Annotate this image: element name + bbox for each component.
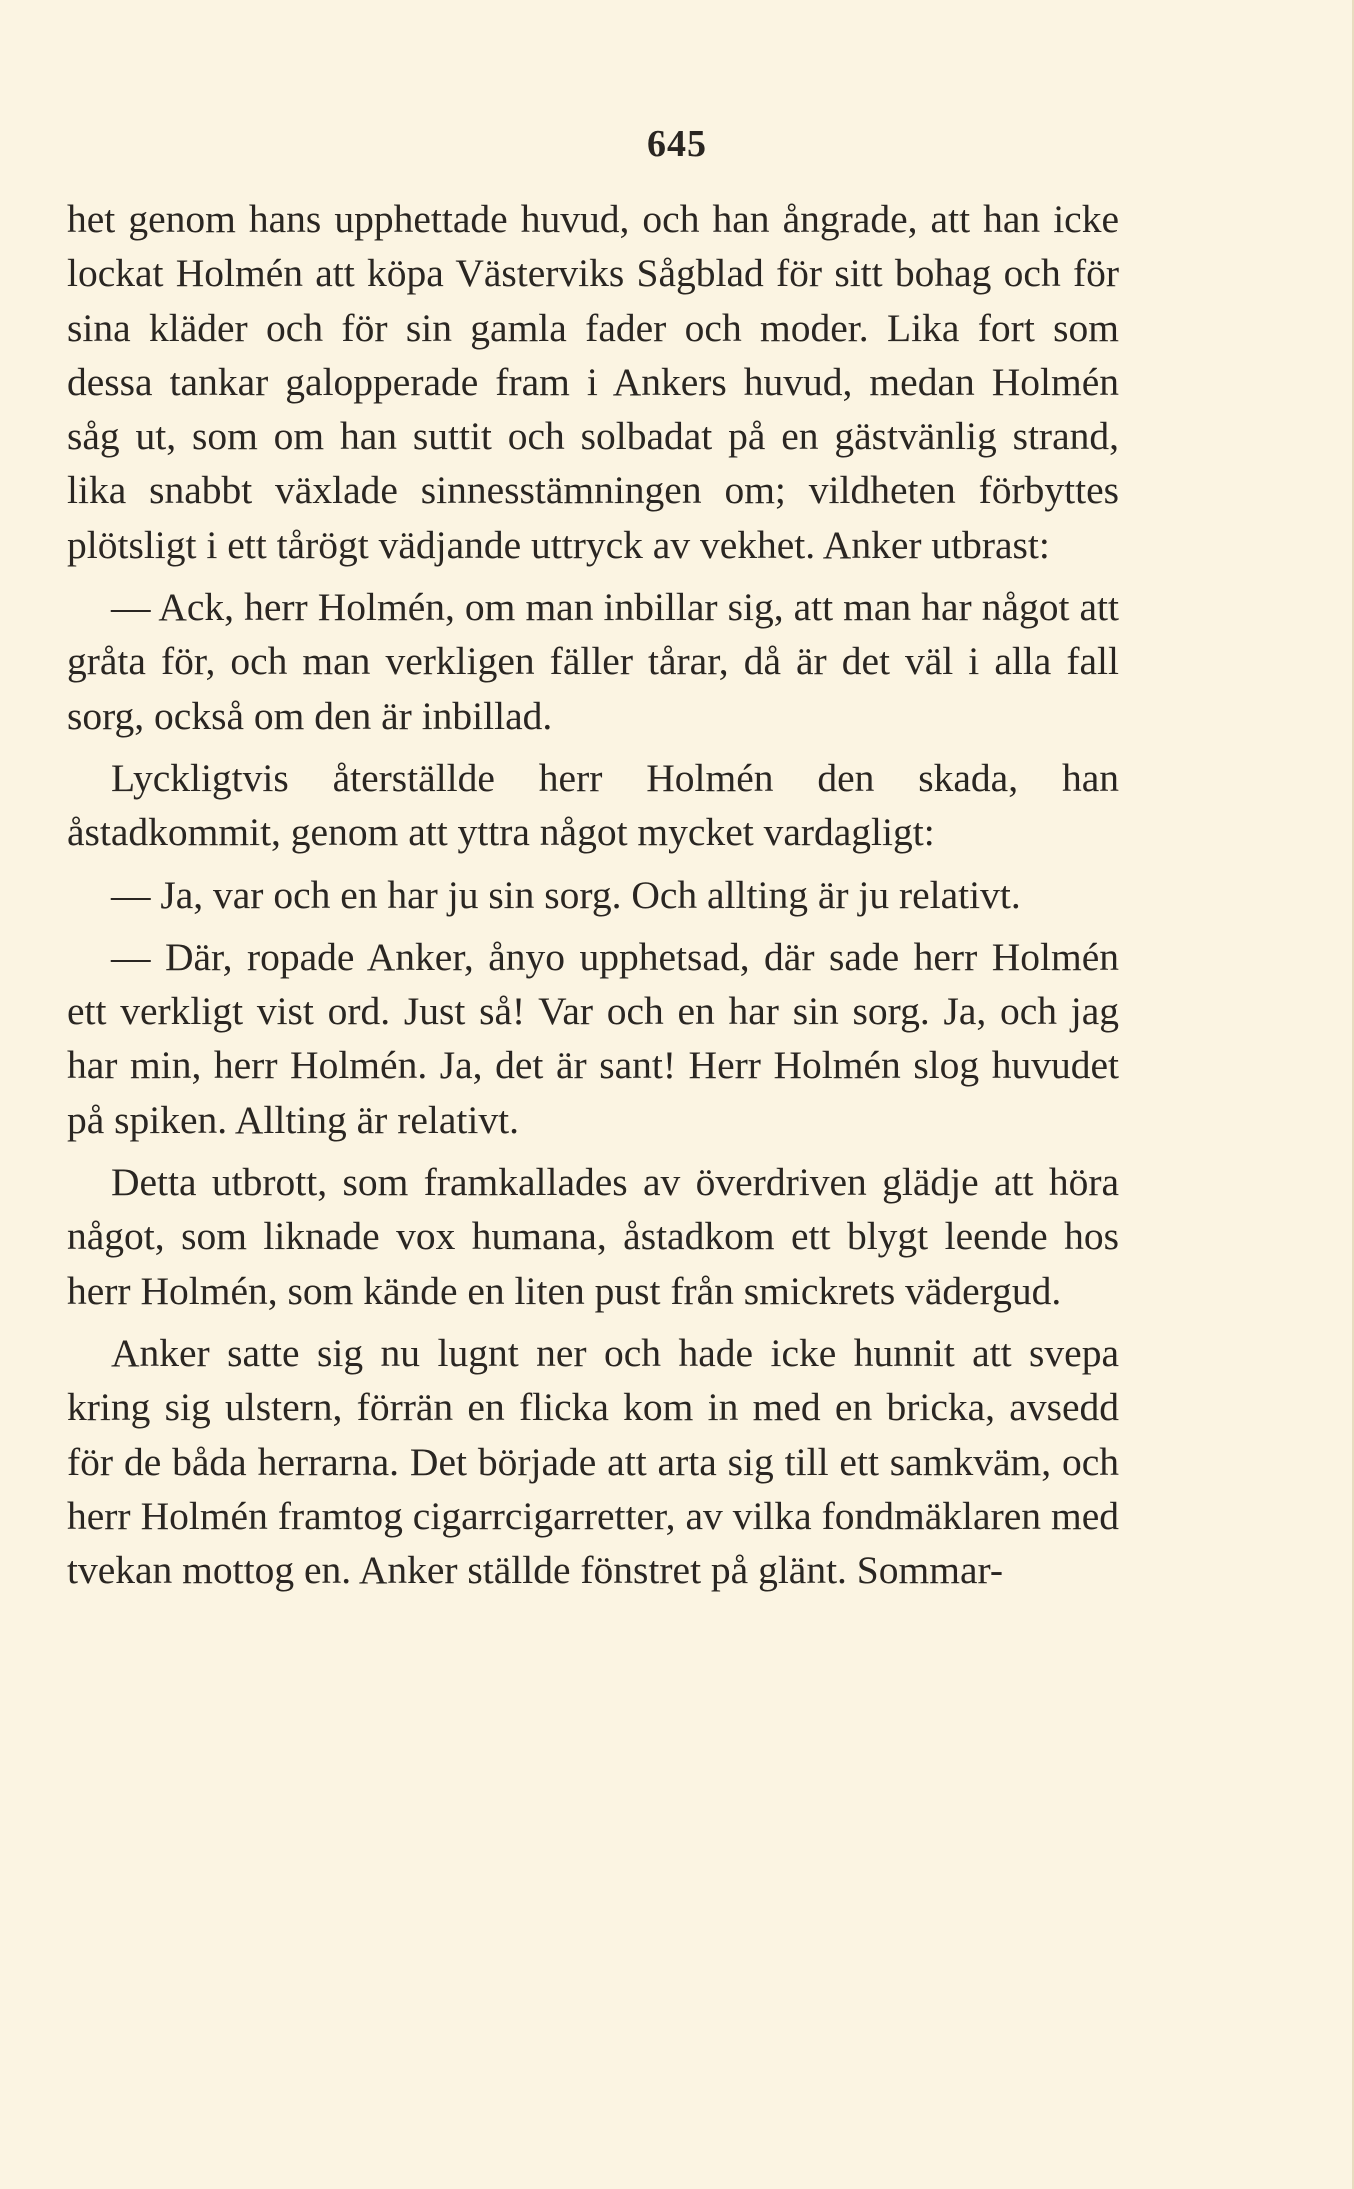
paragraph-5: — Där, ropade Anker, ånyo upphetsad, där sade herr Holmén ett verkligt vist ord. Just så! Var och en har sin sorg. Ja, och jag har min, herr Holmén. Ja, det är sant! Herr Holmén slog huvudet på spiken. Allting är relativt. [67, 934, 1119, 1142]
body-text [67, 192, 1119, 1597]
page-number: 645 [647, 123, 707, 165]
paragraph-7: Anker satte sig nu lugnt ner och hade icke hunnit att svepa kring sig ulstern, förrän en flicka kom in med en bricka, avsedd för de båda herrarna. Det började att arta sig till ett samkväm, och herr Holmén framtog cigarrcigarretter, av vilka fondmäklaren med tvekan mottog en. Anker ställde fönstret på glänt. Sommar- [67, 1330, 1119, 1593]
paragraph-3: Lyckligtvis återställde herr Holmén den skada, han åstadkommit, genom att yttra något mycket vardagligt: [67, 755, 1119, 855]
paragraph-6: Detta utbrott, som framkallades av överdriven glädje att höra något, som liknade vox humana, åstadkom ett blygt leende hos herr Holmén, som kände en liten pust från smickrets vädergud. [67, 1160, 1119, 1313]
paragraph-1: het genom hans upphettade huvud, och han ångrade, att han icke lockat Holmén att köpa Västerviks Sågblad för sitt bohag och för sina kläder och för sin gamla fader och moder. Lika fort som dessa tankar galopperade fram i Ankers huvud, medan Holmén såg ut, som om han suttit och solbadat på en gästvänlig strand, lika snabbt växlade sinnesstämningen om; vildheten förbyttes plötsligt i ett tårögt vädjande uttryck av vekhet. Anker utbrast: [67, 197, 1119, 567]
paragraph-4: — Ja, var och en har ju sin sorg. Och allting är ju relativt. [111, 872, 1021, 917]
paragraph-2: — Ack, herr Holmén, om man inbillar sig, att man har något att gråta för, och man verkligen fäller tårar, då är det väl i alla fall sorg, också om den är inbillad. [67, 585, 1119, 738]
